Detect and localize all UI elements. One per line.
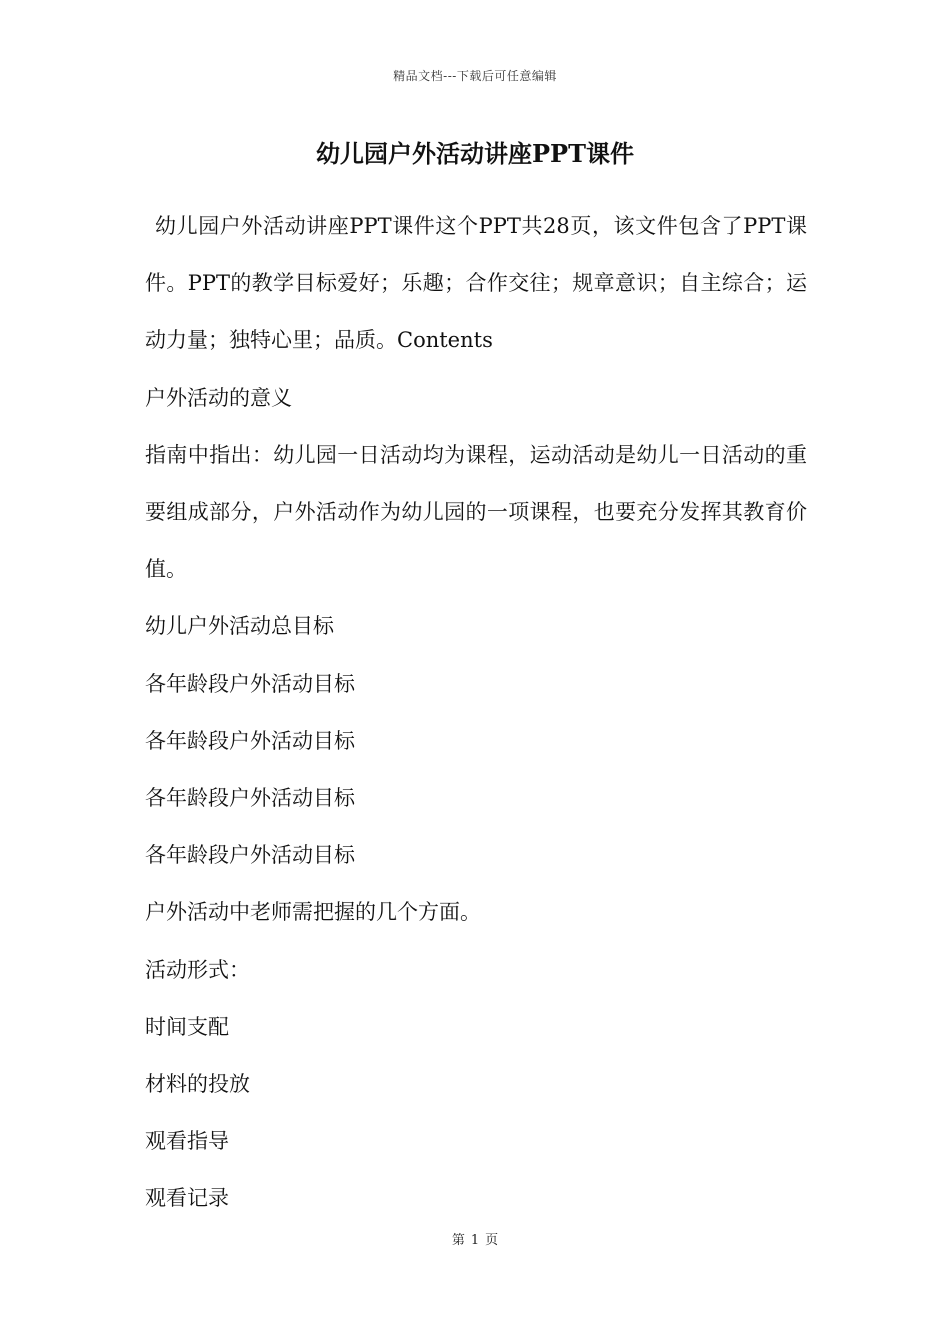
footer-prefix: 第 xyxy=(451,1233,465,1248)
list-item: 幼儿户外活动总目标 xyxy=(145,614,334,639)
list-item: 各年龄段户外活动目标 xyxy=(145,728,355,753)
document-body xyxy=(145,198,807,1228)
list-item: 材料的投放 xyxy=(145,1072,250,1097)
list-item: 户外活动中老师需把握的几个方面。 xyxy=(145,900,481,925)
list-item: 活动形式： xyxy=(145,957,250,982)
intro-paragraph: 幼儿园户外活动讲座PPT课件这个PPT共28页，该文件包含了PPT课件。PPT的教学目标爱好；乐趣；合作交往；规章意识；自主综合；运动力量；独特心里；品质。Contents xyxy=(145,214,807,353)
footer-suffix: 页 xyxy=(485,1233,499,1248)
list-item: 观看指导 xyxy=(145,1129,229,1154)
list-item: 各年龄段户外活动目标 xyxy=(145,786,355,811)
page-number: 1 xyxy=(470,1233,480,1248)
document-title: 幼儿园户外活动讲座PPT课件 xyxy=(316,139,634,168)
page-footer xyxy=(0,1229,950,1248)
list-item: 观看记录 xyxy=(145,1186,229,1211)
guide-paragraph: 指南中指出：幼儿园一日活动均为课程，运动活动是幼儿一日活动的重要组成部分，户外活动作为幼儿园的一项课程，也要充分发挥其教育价值。 xyxy=(145,442,807,582)
page-header: 精品文档---下载后可任意编辑 xyxy=(393,69,557,83)
section-heading-meaning: 户外活动的意义 xyxy=(145,385,292,410)
list-item: 各年龄段户外活动目标 xyxy=(145,843,355,868)
list-item: 时间支配 xyxy=(145,1014,229,1039)
list-item: 各年龄段户外活动目标 xyxy=(145,671,355,696)
